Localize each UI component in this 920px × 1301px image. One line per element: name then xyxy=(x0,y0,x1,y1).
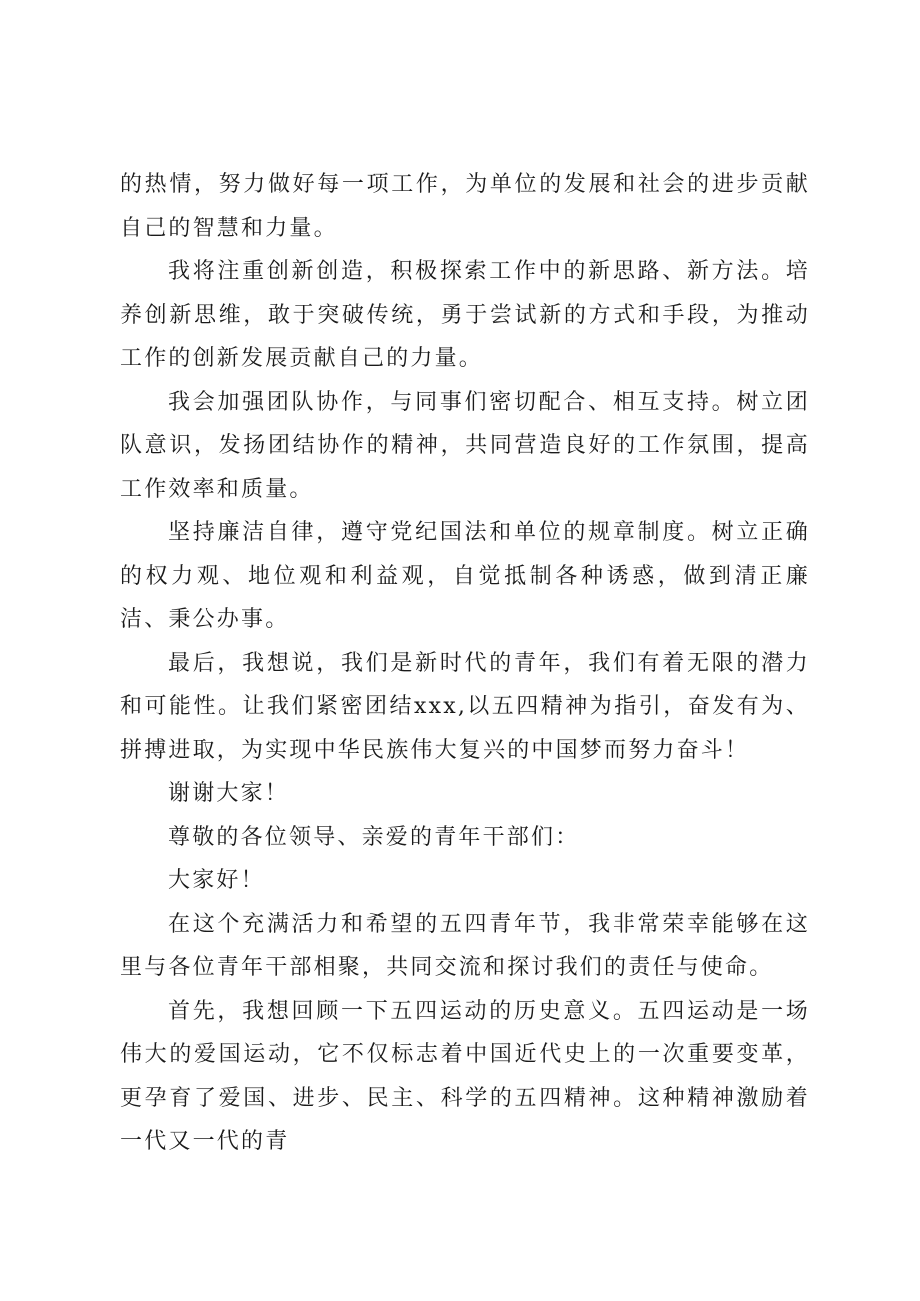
paragraph-7: 尊敬的各位领导、亲爱的青年干部们： xyxy=(168,824,580,850)
paragraph-5: 最后，我想说，我们是新时代的青年，我们有着无限的潜力和可能性。让我们紧密团结xxx,以五四精神为指引，奋发有为、拼搏进取，为实现中华民族伟大复兴的中国梦而努力奋斗！ xyxy=(120,650,810,763)
paragraph-2: 我将注重创新创造，积极探索工作中的新思路、新方法。培养创新思维，敢于突破传统，勇于尝试新的方式和手段，为推动工作的创新发展贡献自己的力量。 xyxy=(120,259,810,371)
document-body xyxy=(120,163,810,1164)
paragraph-4: 坚持廉洁自律，遵守党纪国法和单位的规章制度。树立正确的权力观、地位观和利益观，自觉抵制各种诱惑，做到清正廉洁、秉公办事。 xyxy=(120,520,810,632)
paragraph-10: 首先，我想回顾一下五四运动的历史意义。五四运动是一场伟大的爱国运动，它不仅标志着中国近代史上的一次重要变革，更孕育了爱国、进步、民主、科学的五四精神。这种精神激励着一代又一代的青 xyxy=(120,998,810,1154)
paragraph-9: 在这个充满活力和希望的五四青年节，我非常荣幸能够在这里与各位青年干部相聚，共同交流和探讨我们的责任与使命。 xyxy=(120,911,810,980)
paragraph-3: 我会加强团队协作，与同事们密切配合、相互支持。树立团队意识，发扬团结协作的精神，共同营造良好的工作氛围，提高工作效率和质量。 xyxy=(120,389,810,502)
paragraph-1: 的热情，努力做好每一项工作，为单位的发展和社会的进步贡献自己的智慧和力量。 xyxy=(120,172,810,241)
paragraph-6: 谢谢大家！ xyxy=(168,781,290,806)
paragraph-8: 大家好！ xyxy=(168,868,265,893)
